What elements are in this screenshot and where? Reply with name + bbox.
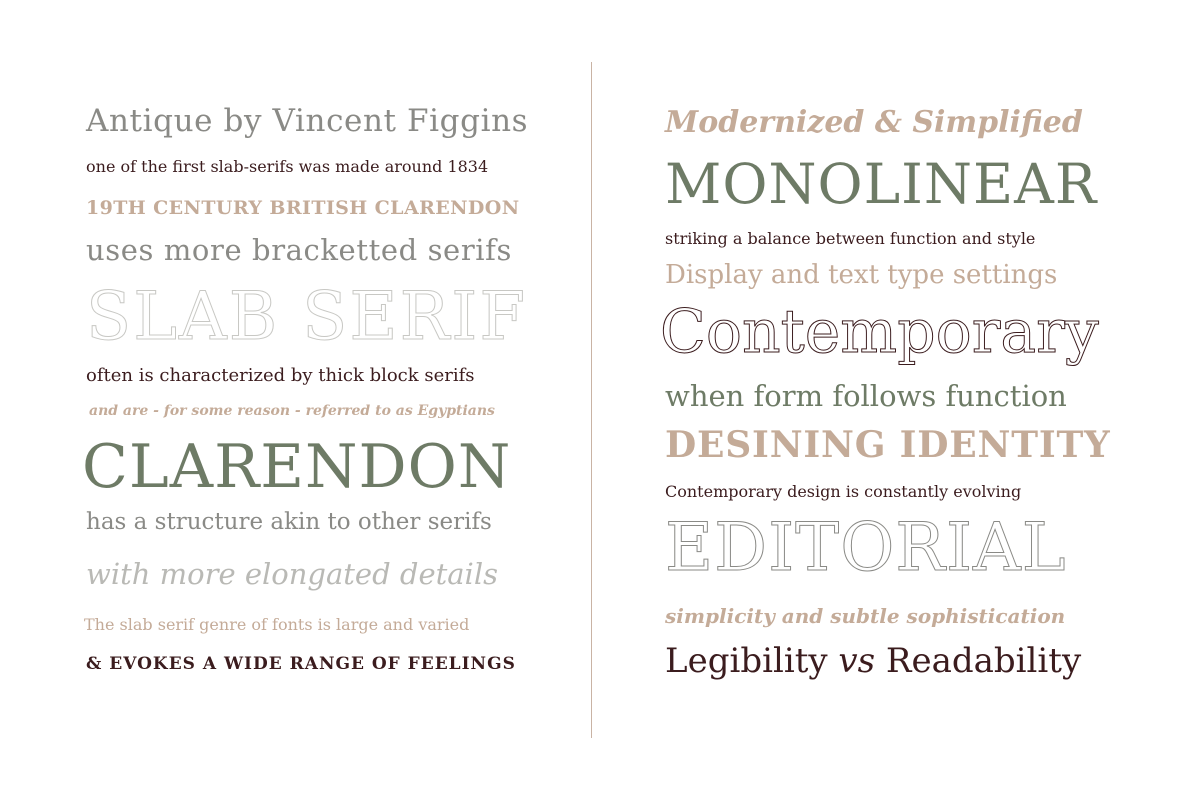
specimen-line-slab-serif: SLAB SERIF	[86, 278, 528, 355]
readability-word: Readability	[875, 641, 1082, 681]
specimen-line-structure: has a structure akin to other serifs	[86, 509, 492, 535]
specimen-line-monolinear: MONOLINEAR	[665, 152, 1098, 216]
specimen-line-genre: The slab serif genre of fonts is large and varied	[84, 615, 470, 634]
specimen-line-contemporary: Contemporary	[660, 297, 1099, 367]
vs-word: vs	[838, 641, 876, 681]
specimen-line-egyptians: and are - for some reason - referred to as Egyptians	[89, 403, 495, 419]
specimen-line-form-follows: when form follows function	[665, 379, 1067, 413]
legibility-word: Legibility	[665, 641, 839, 681]
specimen-line-simplicity: simplicity and subtle sophistication	[665, 604, 1066, 628]
specimen-line-thick-block: often is characterized by thick block serifs	[86, 365, 475, 386]
specimen-line-clarendon: CLARENDON	[82, 432, 512, 502]
specimen-line-balance: striking a balance between function and style	[665, 229, 1036, 248]
specimen-line-display-text: Display and text type settings	[665, 260, 1058, 290]
specimen-line-editorial: EDITORIAL	[665, 509, 1067, 586]
specimen-line-modernized: Modernized & Simplified	[665, 105, 1083, 140]
specimen-line-evolving: Contemporary design is constantly evolving	[665, 482, 1022, 501]
specimen-line-bracketted: uses more bracketted serifs	[86, 233, 512, 267]
specimen-line-british-clarendon: 19TH CENTURY BRITISH CLARENDON	[86, 197, 520, 219]
specimen-line-legibility	[665, 641, 1105, 681]
column-divider	[591, 62, 592, 738]
specimen-line-elongated: with more elongated details	[86, 557, 498, 591]
specimen-line-identity: DESINING IDENTITY	[665, 424, 1111, 466]
specimen-line-first-slab: one of the first slab-serifs was made around 1834	[86, 157, 489, 176]
specimen-line-feelings: & EVOKES A WIDE RANGE OF FEELINGS	[86, 654, 516, 674]
specimen-line-antique: Antique by Vincent Figgins	[86, 103, 529, 139]
